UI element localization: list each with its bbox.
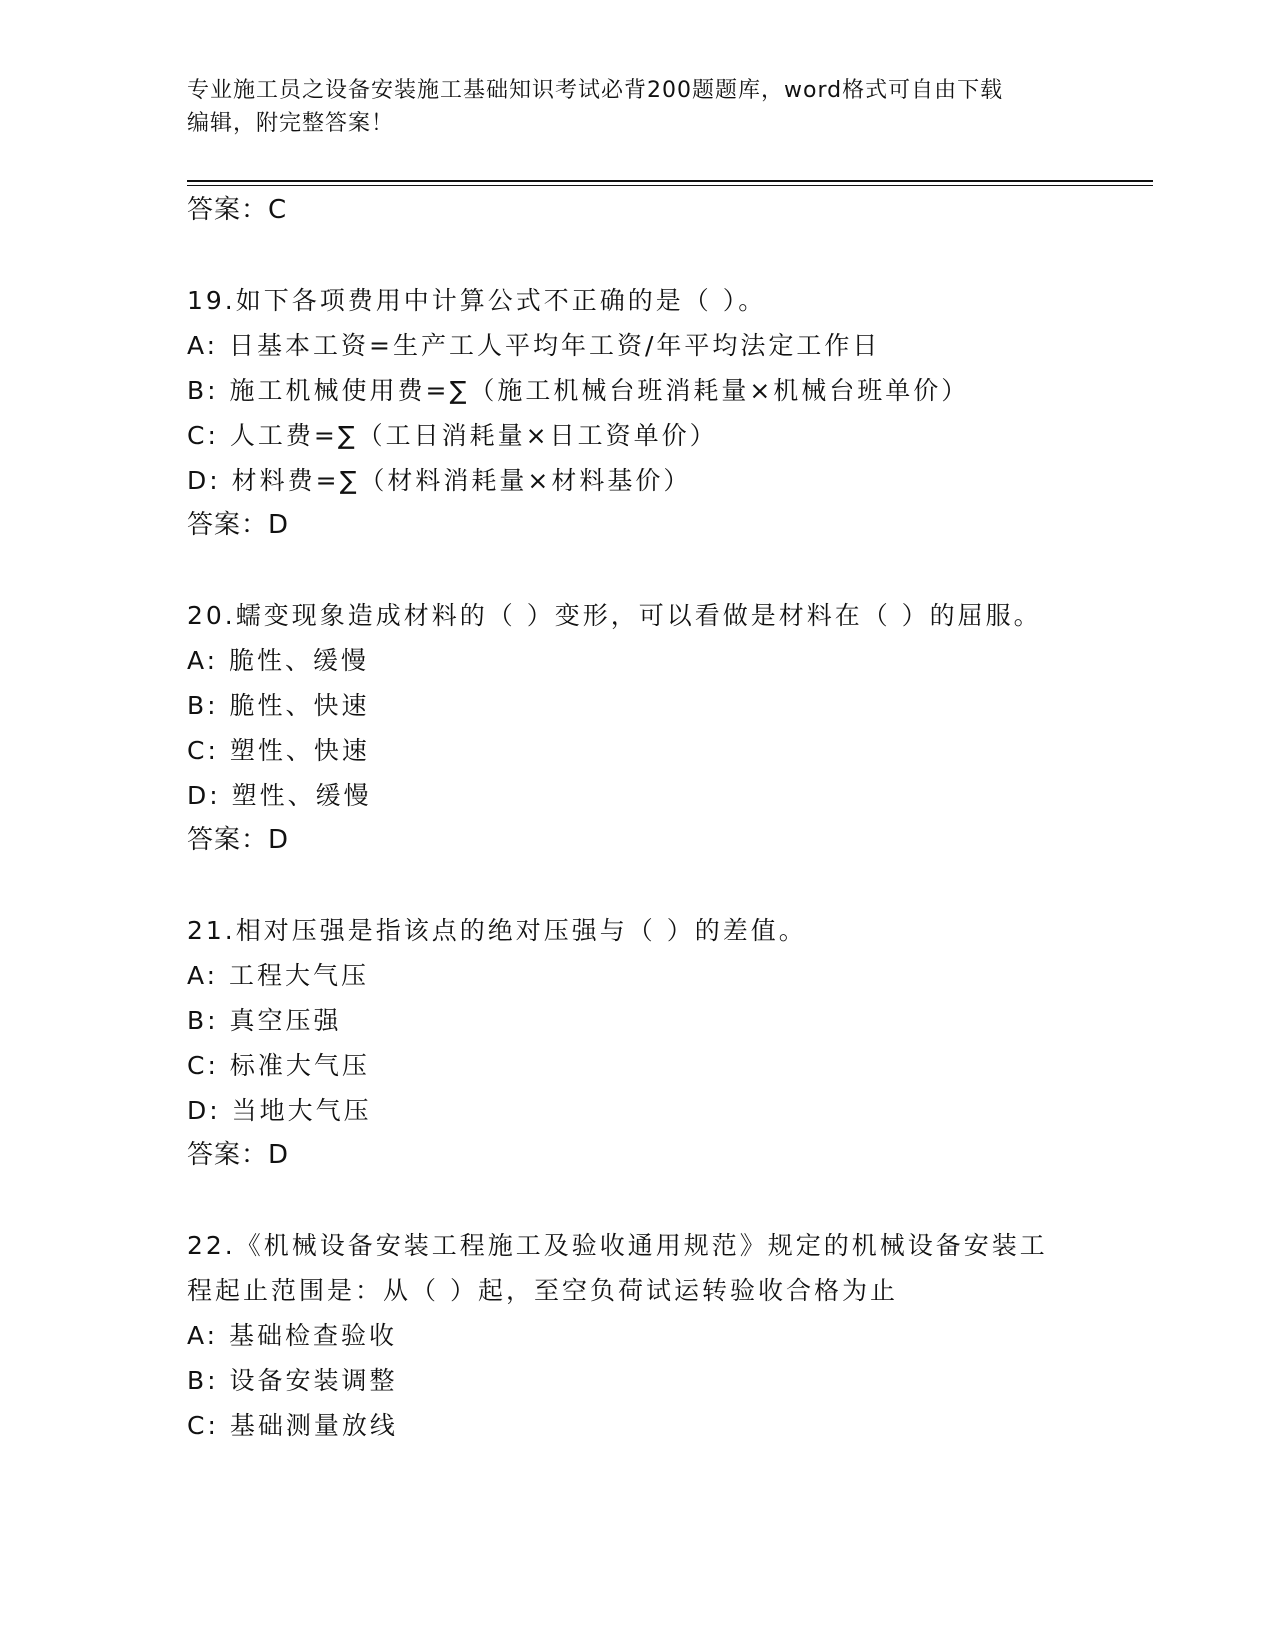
document-header bbox=[187, 74, 1067, 140]
option-d: D: 当地大气压 bbox=[187, 1096, 372, 1125]
question-stem-line-2: 程起止范围是：从（ ）起，至空负荷试运转验收合格为止 bbox=[187, 1276, 898, 1305]
answer-line: 答案：D bbox=[187, 510, 290, 540]
question-stem: 21.相对压强是指该点的绝对压强与（ ）的差值。 bbox=[187, 916, 807, 945]
question-stem-line-1: 22.《机械设备安装工程施工及验收通用规范》规定的机械设备安装工 bbox=[187, 1231, 1048, 1260]
option-c: C: 标准大气压 bbox=[187, 1051, 370, 1080]
answer-line: 答案：C bbox=[187, 195, 288, 225]
option-a: A: 基础检查验收 bbox=[187, 1321, 398, 1350]
question-block bbox=[187, 278, 1077, 548]
option-b: B: 设备安装调整 bbox=[187, 1366, 398, 1395]
answer-line: 答案：D bbox=[187, 825, 290, 855]
question-stem: 20.蠕变现象造成材料的（ ）变形，可以看做是材料在（ ）的屈服。 bbox=[187, 601, 1042, 630]
option-b: B: 真空压强 bbox=[187, 1006, 342, 1035]
spacer bbox=[187, 548, 1077, 593]
option-b: B: 脆性、快速 bbox=[187, 691, 370, 720]
spacer bbox=[187, 233, 1077, 278]
option-b: B: 施工机械使用费=∑（施工机械台班消耗量×机械台班单价） bbox=[187, 376, 970, 405]
option-c: C: 人工费=∑（工日消耗量×日工资单价） bbox=[187, 421, 718, 450]
header-divider-thin bbox=[187, 185, 1153, 186]
option-c: C: 塑性、快速 bbox=[187, 736, 370, 765]
option-d: D: 塑性、缓慢 bbox=[187, 781, 372, 810]
header-divider-thick bbox=[187, 180, 1153, 182]
question-block bbox=[187, 593, 1077, 863]
option-a: A: 脆性、缓慢 bbox=[187, 646, 370, 675]
option-c: C: 基础测量放线 bbox=[187, 1411, 398, 1440]
question-block bbox=[187, 1223, 1077, 1448]
spacer bbox=[187, 863, 1077, 908]
question-stem: 19.如下各项费用中计算公式不正确的是（ ）。 bbox=[187, 286, 767, 315]
option-d: D: 材料费=∑（材料消耗量×材料基价） bbox=[187, 466, 692, 495]
document-body bbox=[187, 188, 1077, 1448]
header-line-1: 专业施工员之设备安装施工基础知识考试必背200题题库，word格式可自由下载 bbox=[187, 78, 1004, 103]
spacer bbox=[187, 1178, 1077, 1223]
answer-line: 答案：D bbox=[187, 1140, 290, 1170]
option-a: A: 工程大气压 bbox=[187, 961, 370, 990]
question-block bbox=[187, 908, 1077, 1178]
option-a: A: 日基本工资=生产工人平均年工资/年平均法定工作日 bbox=[187, 331, 881, 360]
header-line-2: 编辑，附完整答案！ bbox=[187, 111, 395, 136]
